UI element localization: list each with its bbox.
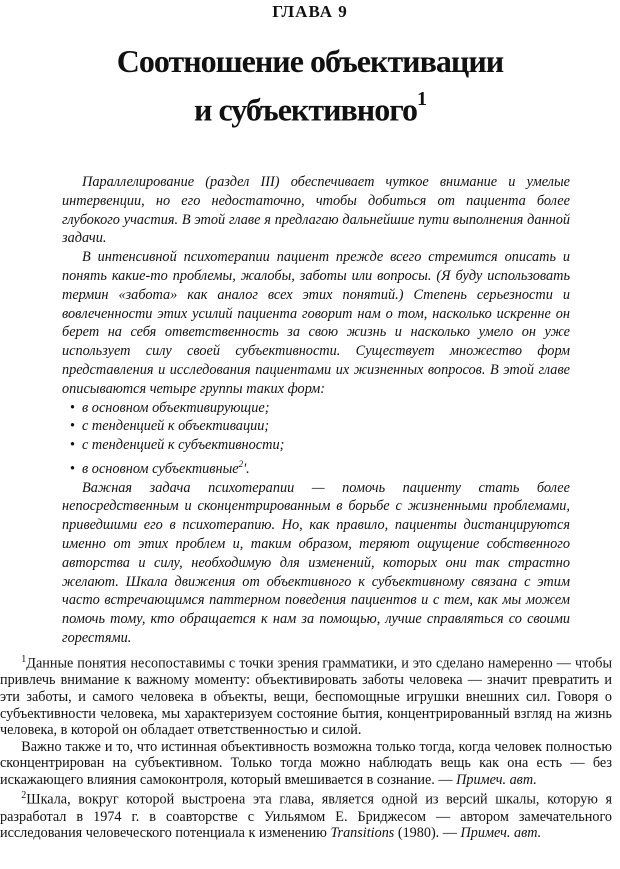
- footnote-ref-2[interactable]: 2: [238, 458, 244, 469]
- intro-paragraph: Параллелирование (раздел III) обеспечивает чуткое внимание и умелые интервенции, но его недостаточно, чтобы добиться от пациента более глубокого участия. В этой главе я предлагаю дальнейшие пути выполнения данной задачи.: [62, 174, 570, 247]
- footnote-1-text: Данные понятия несопоставимы с точки зрения грамматики, и это сделано намеренно — чтобы привлечь внимание к важному моменту: объективировать заботы человека — значит превратить и эти заботы, и самого человека в объекты, вещи, беспомощные игрушки внешних сил. Говоря о субъективности человека, мы характеризуем состояние бытия, концентрированный взгляд на жизнь человека, в которой он обладает ответственностью и силой.: [0, 655, 612, 739]
- list-item: [70, 455, 570, 479]
- footnotes: [0, 652, 612, 842]
- list-item: • с тенденцией к объективации;: [70, 417, 570, 436]
- footnote-2-year: (1980). —: [397, 825, 457, 842]
- footnote-1-mark: 1: [21, 654, 27, 665]
- intro-paragraph: В интенсивной психотерапии пациент прежде всего стремится описать и понять какие-то проблемы, жалобы, заботы или вопросы. (Я буду использовать термин «забота» как аналог всех этих понятий.) Степень серьезности и вовлеченности этих усилий пациента говорит нам о том, насколько искренне он берет на себя ответственность за свою жизнь и насколько умело он уже использует силу своей субъективности. Существует множество форм представления и исследования пациентами их жизненных вопросов. В этой главе описываются четыре группы таких форм:: [62, 249, 570, 397]
- footnote-1-credit: Примеч. авт.: [456, 771, 537, 788]
- footnote-2-book: Transitions: [330, 825, 395, 842]
- chapter-label: ГЛАВА 9: [272, 2, 348, 21]
- list-item: • в основном объективирующие;: [70, 399, 570, 418]
- chapter-intro: [62, 173, 570, 648]
- footnote-2-credit: Примеч. авт.: [460, 825, 542, 842]
- intro-paragraph: Важная задача психотерапии — помочь пациенту стать более непосредственным и сконцентрированным в борьбе с жизненными проблемами, приведшими его в психотерапию. Но, как правило, пациенты дистанцируются именно от этих проблем и, таким образом, теряют ощущение собственного авторства и силу, необходимую для изменений, которых они так страстно желают. Шкала движения от объективного к субъективному связана с этим часто встречающимся паттерном поведения пациентов и с тем, как мы можем помочь тому, кто обращается к нам за помощью, лучше справляться со своими горестями.: [62, 479, 570, 646]
- chapter-title-line2: и субъективного: [194, 91, 417, 128]
- footnote-1: [0, 652, 612, 739]
- chapter-title: [30, 40, 590, 131]
- footnote-1-continued: [0, 739, 612, 789]
- footnote-2-mark: 2: [21, 790, 27, 802]
- form-groups-list: [62, 399, 570, 479]
- list-item-text: в основном субъективные: [82, 460, 239, 477]
- footnote-1-cont-text: Важно также и то, что истинная объективность возможна только тогда, когда человек полностью сконцентрирован на субъективном. Только тогда можно наблюдать вещь как она есть — без искажающего влияния самоконтроля, который вмешивается в сознание. —: [0, 738, 612, 788]
- footnote-2-text: Шкала, вокруг которой выстроена эта глава, является одной из версий шкалы, которую я разработал в 1974 г. в соавторстве с Уильямом Е. Бриджесом — автором замечательного исследования человеческого потенциала к изменению: [0, 792, 612, 842]
- footnote-2: [0, 788, 612, 842]
- list-item: • с тенденцией к субъективности;: [70, 436, 570, 455]
- list-item-tail: '.: [243, 460, 250, 477]
- chapter-title-line1: Соотношение объективации: [116, 43, 504, 79]
- footnote-ref-1[interactable]: 1: [416, 88, 426, 110]
